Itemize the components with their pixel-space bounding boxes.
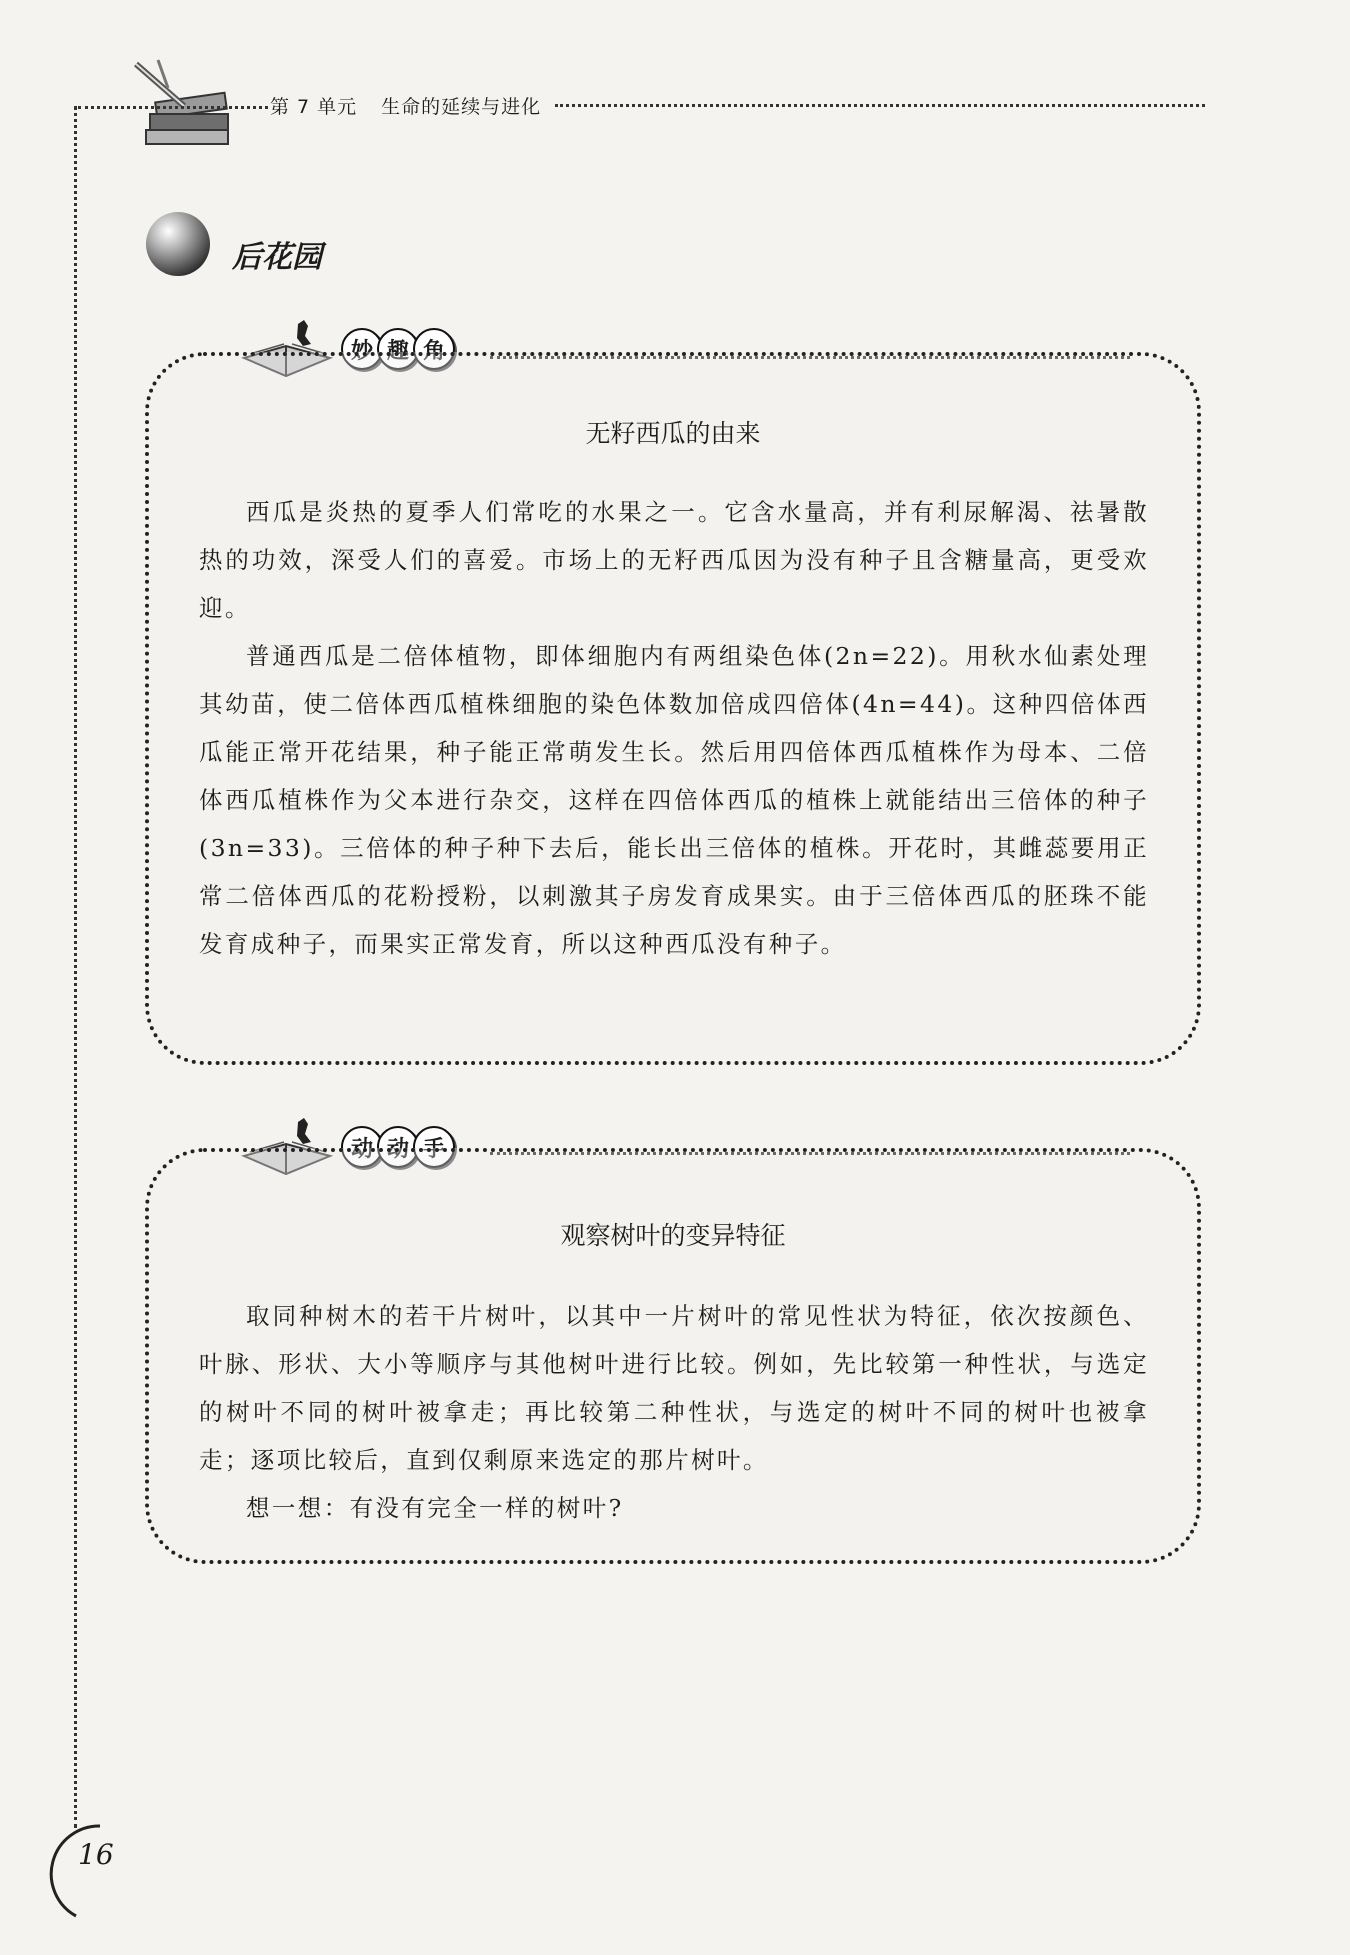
badge-char: 手: [413, 1126, 455, 1168]
paragraph: 西瓜是炎热的夏季人们常吃的水果之一。它含水量高，并有利尿解渴、祛暑散热的功效，深受人们的喜爱。市场上的无籽西瓜因为没有种子且含糖量高，更受欢迎。: [199, 498, 1149, 622]
box-title: 观察树叶的变异特征: [560, 1221, 786, 1250]
badge-char: 妙: [341, 328, 383, 370]
unit-label: 第 7 单元: [270, 96, 358, 118]
header-dotted-rule-right: [555, 104, 1205, 107]
paragraph: 想一想：有没有完全一样的树叶?: [246, 1494, 624, 1522]
sphere-icon: [144, 210, 212, 278]
hands-on-box: [145, 1148, 1201, 1564]
badge-char: 动: [341, 1126, 383, 1168]
running-header: [270, 92, 541, 119]
paragraph: 普通西瓜是二倍体植物，即体细胞内有两组染色体(2n=22)。用秋水仙素处理其幼苗，使二倍体西瓜植株细胞的染色体数加倍成四倍体(4n=44)。这种四倍体西瓜能正常开花结果，种子能正常萌发生长。然后用四倍体西瓜植株作为母本、二倍体西瓜植株作为父本进行杂交，这样在四倍体西瓜的植株上就能结出三倍体的种子(3n=33)。三倍体的种子种下去后，能长出三倍体的植株。开花时，其雌蕊要用正常二倍体西瓜的花粉授粉，以刺激其子房发育成果实。由于三倍体西瓜的胚珠不能发育成种子，而果实正常发育，所以这种西瓜没有种子。: [199, 642, 1149, 958]
page-number-arc: [40, 1818, 150, 1928]
paragraph: 取同种树木的若干片树叶，以其中一片树叶的常见性状为特征，依次按颜色、叶脉、形状、大小等顺序与其他树叶进行比较。例如，先比较第一种性状，与选定的树叶不同的树叶被拿走；再比较第二种性状，与选定的树叶不同的树叶也被拿走；逐项比较后，直到仅剩原来选定的那片树叶。: [199, 1302, 1149, 1474]
books-pen-icon: [128, 58, 238, 150]
badge-char: 动: [377, 1126, 419, 1168]
badge-char: 趣: [377, 328, 419, 370]
chapter-title: 生命的延续与进化: [381, 96, 542, 118]
box-body: [199, 1292, 1149, 1532]
page-number: 16: [78, 1838, 114, 1871]
box-title: 无籽西瓜的由来: [585, 419, 761, 448]
header-dotted-rule-left: [78, 106, 268, 109]
margin-dotted-rule: [74, 106, 77, 1828]
section-title: 后花园: [232, 240, 322, 275]
fun-corner-box: [145, 352, 1201, 1065]
badge-char: 角: [413, 328, 455, 370]
box-body: [199, 488, 1149, 968]
